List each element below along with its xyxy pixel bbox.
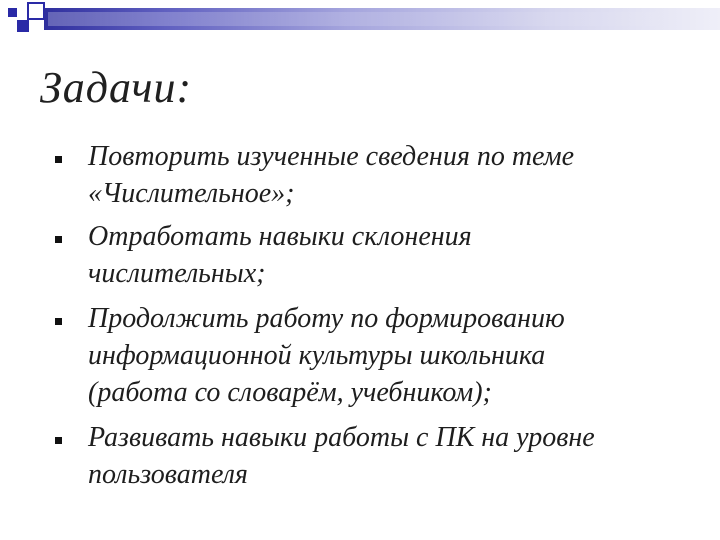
list-item bbox=[88, 218, 708, 292]
list-item-line: информационной культуры школьника bbox=[88, 340, 546, 371]
list-item-line: «Числительное»; bbox=[88, 178, 295, 209]
decorative-square-filled bbox=[17, 20, 29, 32]
square-bullet-icon bbox=[55, 236, 62, 243]
list-item-line: числительных; bbox=[88, 258, 266, 289]
square-bullet-icon bbox=[55, 156, 62, 163]
list-item bbox=[88, 300, 708, 411]
list-item-line: пользователя bbox=[88, 459, 248, 490]
decorative-square-small bbox=[8, 8, 17, 17]
list-item bbox=[88, 419, 708, 493]
list-item-line: Отработать навыки склонения bbox=[88, 221, 472, 252]
list-item-line: Продолжить работу по формированию bbox=[88, 303, 565, 334]
header-gradient-highlight bbox=[48, 12, 716, 26]
decorative-square-outline bbox=[27, 2, 45, 20]
square-bullet-icon bbox=[55, 318, 62, 325]
list-item bbox=[88, 138, 708, 212]
slide-title: Задачи: bbox=[40, 63, 193, 112]
list-item-line: Развивать навыки работы с ПК на уровне bbox=[88, 422, 595, 453]
list-item-line: Повторить изученные сведения по теме bbox=[88, 141, 575, 172]
list-item-line: (работа со словарём, учебником); bbox=[88, 377, 492, 408]
square-bullet-icon bbox=[55, 437, 62, 444]
